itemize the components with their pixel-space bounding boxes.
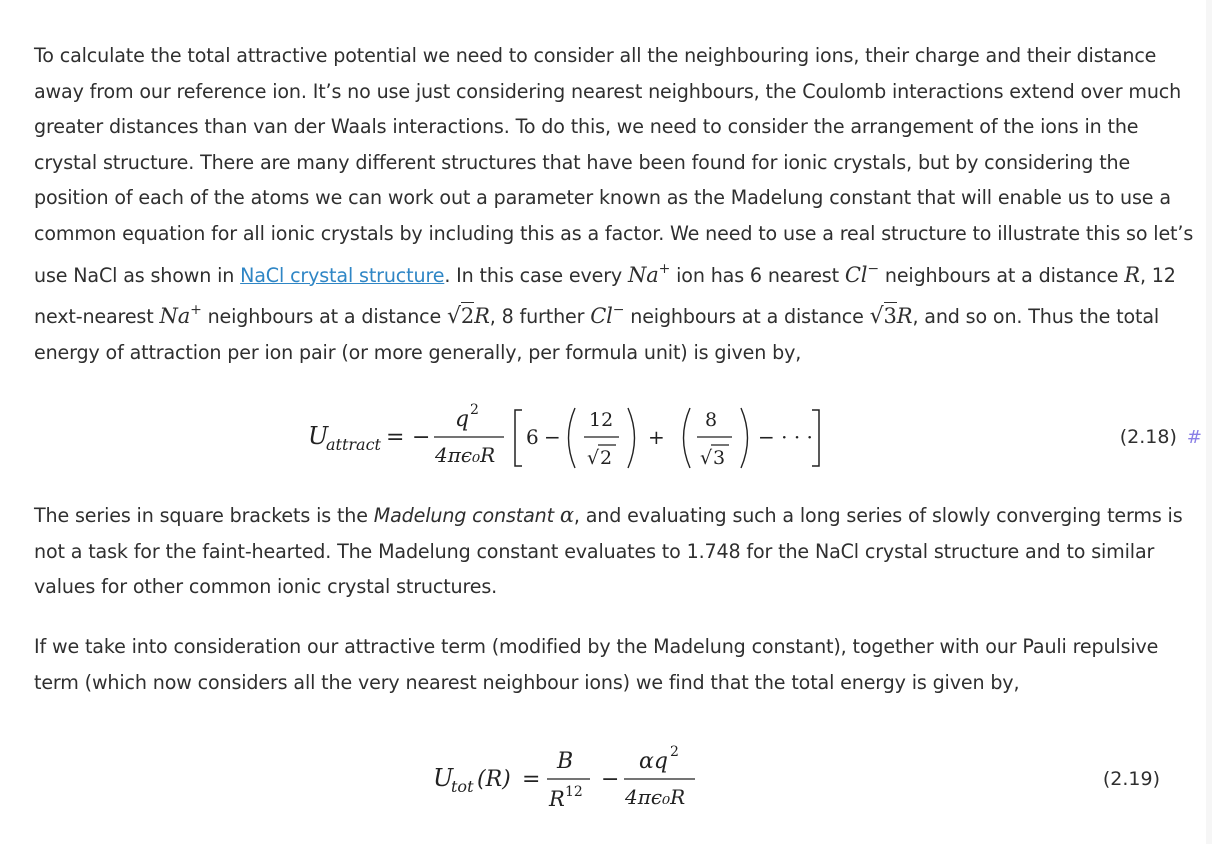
eq2-frac2-num: αq	[639, 749, 668, 774]
eq1-lhs-sub: attract	[326, 435, 381, 454]
eq2-lhs: U	[433, 764, 454, 792]
equation-2-18	[34, 396, 1202, 486]
eq1-term3-num: 8	[705, 409, 718, 431]
equation-2-19-math	[34, 738, 934, 828]
cl-ion: Cl−	[590, 302, 625, 329]
eq1-paren-open2	[684, 408, 691, 468]
na-ion: Na+	[159, 302, 202, 329]
eq1-minus: −	[412, 425, 431, 450]
eq2-frac2-num-exp: 2	[670, 744, 679, 760]
nacl-structure-link[interactable]: NaCl crystal structure	[240, 263, 445, 287]
eq1-term3-sqrt: √	[700, 447, 713, 469]
equation-2-19	[34, 738, 1194, 828]
eq1-term1: 6	[526, 425, 539, 449]
eq1-paren-close2	[741, 408, 748, 468]
eq1-term2-den: 2	[600, 447, 613, 469]
eq2-minus: −	[601, 767, 620, 792]
eq1-paren-close	[628, 408, 635, 468]
paragraph-attractive-potential: To calculate the total attractive potential we need to consider all the neighbouring ions, their charge and their distance away from our reference ion. It’s no use just considering nearest neighbours, the Coulomb interactions extend over much greater distances than van der Waals interactions. To do this, we need to consider the arrangement of the ions in the crystal structure. There are many different structures that have been found for ionic crystals, but by considering the position of each of the atoms we can work out a parameter known as the Madelung constant that will enable us to use a common equation for all ionic crystals by including this as a factor. We need to use a real structure to illustrate this so let’s use NaCl as shown in NaCl crystal structure. In this case every Na+ ion has 6 nearest Cl− neighbours at a distance R, 12 next-nearest Na+ neighbours at a distance √2R, 8 further Cl− neighbours at a distance √3R, and so on. Thus the total energy of attraction per ion pair (or more generally, per formula unit) is given by,	[34, 44, 1194, 364]
eq1-ellipsis: − · · ·	[758, 425, 813, 449]
eq2-lhs-sub: tot	[451, 777, 474, 796]
eq1-numerator: q	[455, 407, 470, 432]
sqrt3-r: √3R	[869, 304, 913, 330]
eq1-term3-den: 3	[713, 447, 726, 469]
eq2-lhs-arg: (R)	[477, 767, 511, 792]
eq1-equals: =	[386, 425, 405, 450]
madelung-term: Madelung constant	[373, 504, 554, 527]
eq1-right-bracket	[812, 410, 819, 466]
eq2-frac1-den-exp: 12	[565, 784, 583, 800]
sqrt2-r: √2R	[447, 304, 490, 330]
alpha-symbol: α	[559, 503, 574, 527]
equation-number-2-18: (2.18) #	[1119, 426, 1202, 448]
eq1-term2-num: 12	[589, 409, 614, 431]
eq1-lhs: U	[308, 422, 329, 450]
equation-permalink[interactable]: #	[1186, 427, 1202, 448]
eq1-denominator: 4πϵ₀R	[435, 443, 496, 467]
eq1-minus2: −	[544, 425, 561, 449]
scrollbar-track[interactable]	[1206, 0, 1212, 844]
eq1-left-bracket	[515, 410, 522, 466]
equation-number-2-19: (2.19)	[1102, 768, 1160, 790]
eq1-numerator-exp: 2	[470, 402, 479, 418]
eq1-paren-open	[569, 408, 576, 468]
eq2-frac2-den: 4πϵ₀R	[625, 785, 686, 809]
equation-2-18-math	[34, 396, 934, 486]
eq1-plus: +	[648, 425, 665, 449]
paragraph-madelung: The series in square brackets is the Madelung constant α, and evaluating such a long series of slowly converging terms is not a task for the faint-hearted. The Madelung constant evaluates to 1.748 for the NaCl crystal structure and to similar values for other common ionic crystal structures.	[34, 503, 1183, 599]
eq2-frac1-den: R	[549, 787, 565, 811]
eq2-equals: =	[522, 767, 541, 792]
eq1-term2-sqrt: √	[587, 447, 600, 469]
paragraph-total-energy: If we take into consideration our attractive term (modified by the Madelung constant), together with our Pauli repulsive term (which now considers all the very nearest neighbour ions) we find that the total energy is given by,	[34, 635, 1159, 694]
cl-ion: Cl−	[844, 260, 879, 287]
eq2-frac1-num: B	[557, 749, 574, 774]
na-ion: Na+	[628, 260, 671, 287]
